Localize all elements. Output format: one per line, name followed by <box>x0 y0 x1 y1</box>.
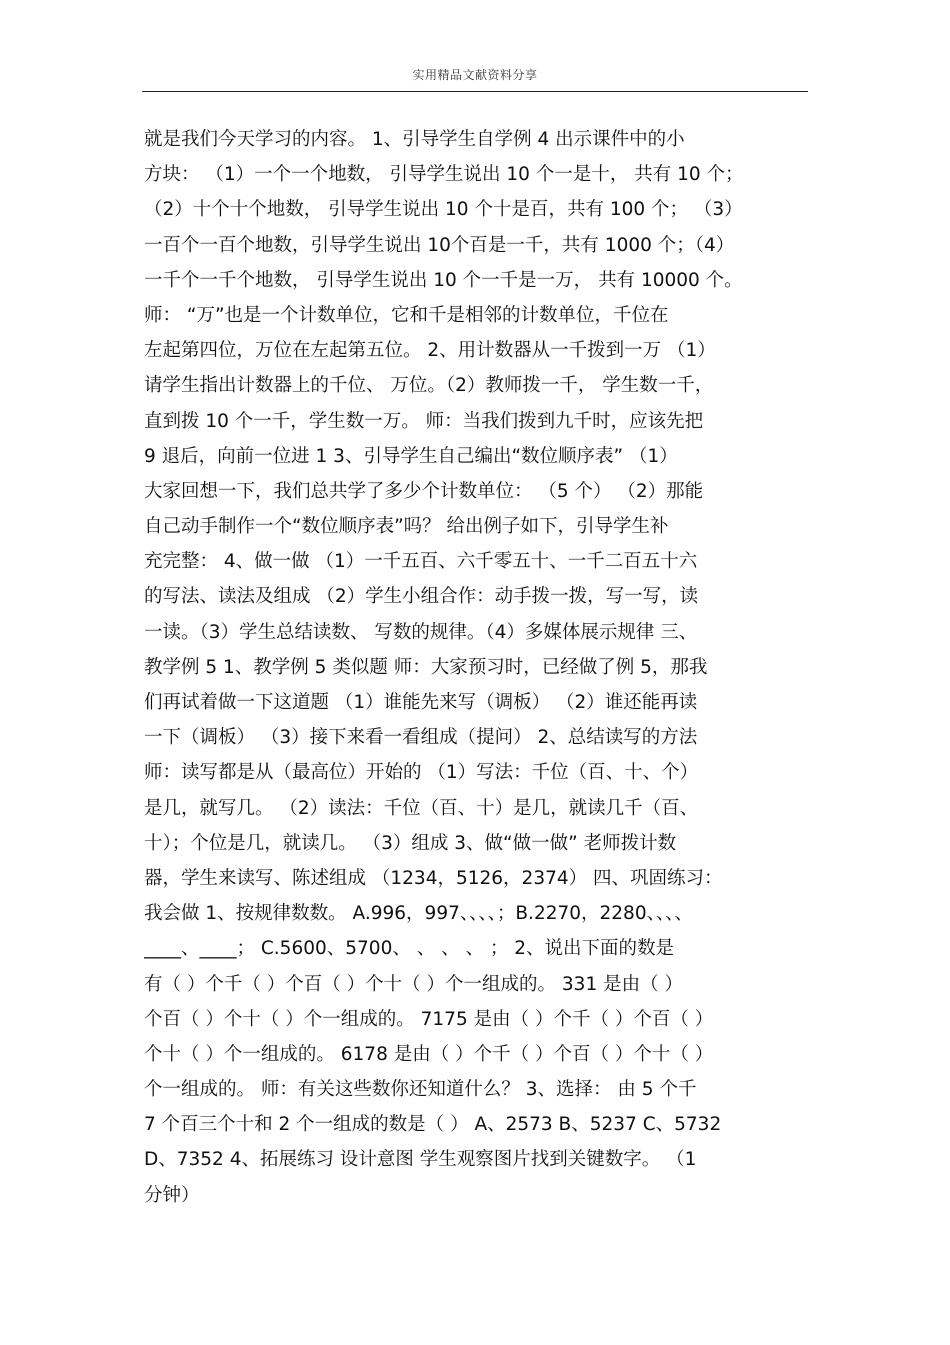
header-divider <box>142 91 808 92</box>
text-line: 7 个百三个十和 2 个一组成的数是（ ） A、2573 B、5237 C、5732 <box>144 1114 722 1136</box>
text-line: 个百（ ）个十（ ）个一组成的。 7175 是由（ ）个千（ ）个百（ ） <box>144 1008 714 1030</box>
text-line: 请学生指出计数器上的千位、 万位。（2）教师拨一千， 学生数一千， <box>144 375 714 397</box>
page-header: 实用精品文献资料分享 <box>412 68 538 82</box>
text-line: 个一组成的。 师：有关这些数你还知道什么？ 3、选择： 由 5 个千 <box>144 1079 697 1101</box>
text-line: 器，学生来读写、陈述组成 （1234，5126，2374） 四、巩固练习： <box>144 867 723 889</box>
text-line: 的写法、读法及组成 （2）学生小组合作：动手拨一拨，写一写，读 <box>144 586 699 608</box>
text-line: 就是我们今天学习的内容。 1、引导学生自学例 4 出示课件中的小 <box>144 129 685 150</box>
text-line: 9 退后，向前一位进 1 3、引导学生自己编出“数位顺序表” （1） <box>144 445 678 467</box>
text-line: 教学例 5 1、教学例 5 类似题 师：大家预习时，已经做了例 5，那我 <box>144 656 708 678</box>
text-line: 我会做 1、按规律数数。 A.996，997、、、、；B.2270，2280、、、、 <box>144 903 693 925</box>
text-line: （2）十个十个地数， 引导学生说出 10 个十是百，共有 100 个； （3） <box>144 199 743 221</box>
text-line: 大家回想一下，我们总共学了多少个计数单位： （5 个） （2）那能 <box>144 480 704 502</box>
text-line: 有（ ）个千（ ）个百（ ）个十（ ）个一组成的。 331 是由（ ） <box>144 973 683 995</box>
text-line: D、7352 4、拓展练习 设计意图 学生观察图片找到关键数字。 （1 <box>144 1149 697 1171</box>
text-line: 自己动手制作一个“数位顺序表”吗？ 给出例子如下，引导学生补 <box>144 516 669 538</box>
body-text <box>144 122 810 1213</box>
text-line: 一千个一千个地数， 引导学生说出 10 个一千是一万， 共有 10000 个。 <box>144 269 743 291</box>
text-line: 个十（ ）个一组成的。 6178 是由（ ）个千（ ）个百（ ）个十（ ） <box>144 1043 714 1065</box>
text-line: 师： “万”也是一个计数单位，它和千是相邻的计数单位，千位在 <box>144 304 669 326</box>
text-line: 分钟） <box>144 1184 200 1206</box>
text-line: 充完整： 4、做一做 （1）一千五百、六千零五十、一千二百五十六 <box>144 551 698 573</box>
text-line: 一读。（3）学生总结读数、 写数的规律。（4）多媒体展示规律 三、 <box>144 621 698 643</box>
text-line: 十）；个位是几，就读几。 （3）组成 3、做“做一做” 老师拨计数 <box>144 832 677 854</box>
text-line: 一下（调板） （3）接下来看一看组成（提问） 2、总结读写的方法 <box>144 727 698 749</box>
text-line: 直到拨 10 个一千，学生数一万。 师：当我们拨到九千时，应该先把 <box>144 410 704 432</box>
text-line: 左起第四位，万位在左起第五位。 2、用计数器从一千拨到一万 （1） <box>144 340 716 362</box>
text-line: 是几，就写几。 （2）读法：千位（百、十）是几，就读几千（百、 <box>144 797 699 819</box>
text-line: 方块： （1）一个一个地数， 引导学生说出 10 个一是十， 共有 10 个； <box>144 164 744 186</box>
text-line: 一百个一百个地数，引导学生说出 10个百是一千，共有 1000 个；（4） <box>144 234 735 256</box>
text-line: ____、____； C.5600、5700、 、 、 、 ； 2、说出下面的数是 <box>144 938 675 960</box>
text-line: 师：读写都是从（最高位）开始的 （1）写法：千位（百、十、个） <box>144 762 699 784</box>
text-line: 们再试着做一下这道题 （1）谁能先来写（调板） （2）谁还能再读 <box>144 692 698 713</box>
